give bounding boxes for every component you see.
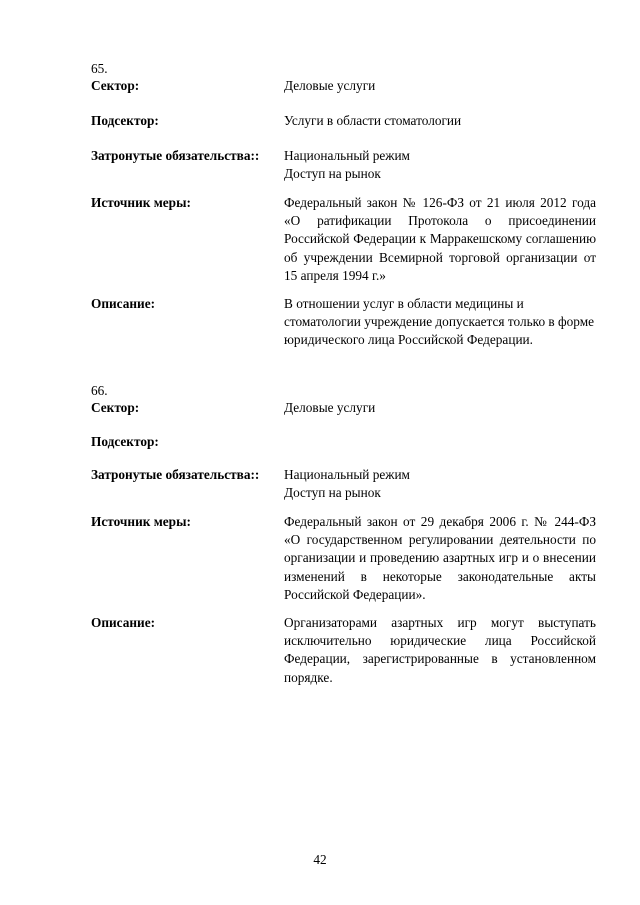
description-row [91,295,596,350]
sector-label: Сектор: [91,78,140,93]
obligation-item: Национальный режим [284,467,410,482]
description-value: В отношении услуг в области медицины и стоматологии учреждение допускается только в форме юридического лица Российской Федерации. [284,296,595,348]
entry-number: 66. [91,383,108,398]
description-row [91,614,596,687]
obligations-values [284,466,596,502]
subsector-row [91,112,596,130]
subsector-label: Подсектор: [91,434,159,449]
sector-row [91,399,596,417]
entry-66 [91,382,596,685]
subsector-label: Подсектор: [91,113,159,128]
entry-number: 65. [91,61,108,76]
subsector-value [284,433,596,450]
obligations-values [284,147,596,183]
description-label: Описание: [91,296,156,311]
subsector-value: Услуги в области стоматологии [284,113,462,128]
source-row [91,513,596,604]
description-label: Описание: [91,615,156,630]
source-row [91,194,596,285]
entry-65 [91,60,596,348]
source-value: Федеральный закон № 126-ФЗ от 21 июля 2012 года «О ратификации Протокола о присоединении Российской Федерации к Марракешскому соглашению об учреждении Всемирной торговой организации от 15 апреля 1994 г.» [284,195,596,283]
source-label: Источник меры: [91,514,191,529]
obligations-label: Затронутые обязательства:: [91,467,260,482]
sector-value: Деловые услуги [284,400,376,415]
obligation-item: Национальный режим [284,148,410,163]
obligation-item: Доступ на рынок [284,166,381,182]
source-value: Федеральный закон от 29 декабря 2006 г. № 244-ФЗ «О государственном регулировании деятельности по организации и проведению азартных игр и о внесении изменений в некоторые законодательные акты Российской Федерации». [284,514,596,602]
page-number: 42 [313,852,327,867]
sector-row [91,77,596,95]
obligations-label: Затронутые обязательства:: [91,148,260,163]
source-label: Источник меры: [91,195,191,210]
sector-label: Сектор: [91,400,140,415]
obligation-item: Доступ на рынок [284,485,381,501]
obligations-row [91,466,596,502]
description-value: Организаторами азартных игр могут выступать исключительно юридические лица Российской Федерации, зарегистрированные в установленном порядке. [284,615,596,685]
subsector-row [91,433,596,450]
obligations-row [91,147,596,183]
sector-value: Деловые услуги [284,78,376,93]
